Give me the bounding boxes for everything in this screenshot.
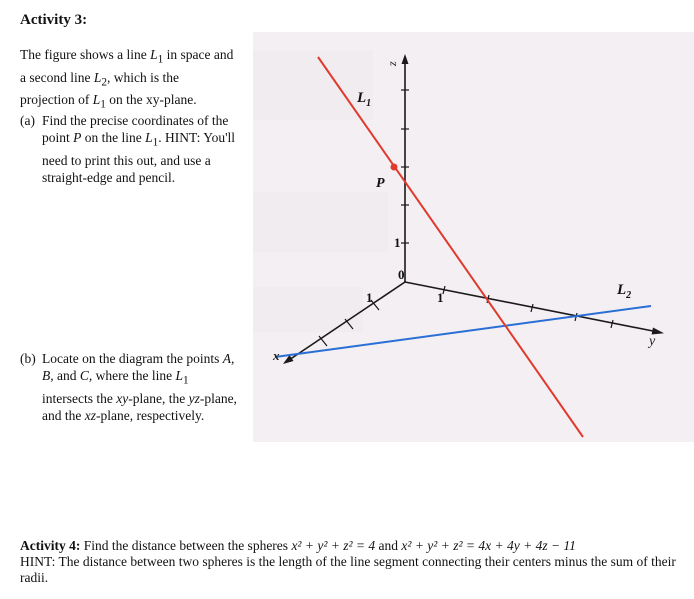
activity4-question: Activity 4: Find the distance between the spheres x² + y² + z² = 4 and x² + y² + z² = 4x + 4y + 4z − 11 xyxy=(20,538,576,553)
activity4-label: Activity 4: xyxy=(20,538,81,553)
label-p: P xyxy=(376,176,385,191)
part-b-question xyxy=(20,350,242,424)
point-p xyxy=(391,164,398,171)
activity4-hint: HINT: The distance between two spheres is the length of the line segment connecting their centers minus the sum of their radii. xyxy=(20,554,676,585)
part-a-label: (a) xyxy=(20,113,35,128)
activity3-heading: Activity 3: xyxy=(20,12,88,28)
part-a-question xyxy=(20,112,240,186)
tick-label-x1: 1 xyxy=(366,290,373,305)
part-b-text: Locate on the diagram the points A, B, and C, where the line $L_1$ intersects the xy-plane, the yz-plane, and the xz-plane, respectively. xyxy=(42,351,237,423)
tick-label-y1: 1 xyxy=(437,290,444,305)
part-a-text: Find the precise coordinates of the point P on the line $L_1$. HINT: You'll need to print this out, and use a straight-edge and pencil. xyxy=(42,113,236,185)
tick-label-z1: 1 xyxy=(394,235,401,250)
part-b-label: (b) xyxy=(20,351,36,366)
label-l2: $L_2$ xyxy=(617,282,632,301)
axis-z-label: z xyxy=(385,61,399,66)
line-projection-figure xyxy=(253,32,694,442)
axis-y-label: y xyxy=(649,334,656,349)
sphere-eq-2: x² + y² + z² = 4x + 4y + 4z − 11 xyxy=(401,538,576,553)
label-l1: $L_1$ xyxy=(357,90,372,109)
sphere-eq-1: x² + y² + z² = 4 xyxy=(291,538,376,553)
activity3-intro: The figure shows a line $L_1$ in space and a second line $L_2$, which is the projection of $L_1$ on the xy-plane. xyxy=(20,47,234,112)
activity4 xyxy=(20,538,680,586)
origin-label: 0 xyxy=(398,267,405,282)
figure-svg xyxy=(253,32,694,442)
axis-x-label: x xyxy=(273,348,280,363)
